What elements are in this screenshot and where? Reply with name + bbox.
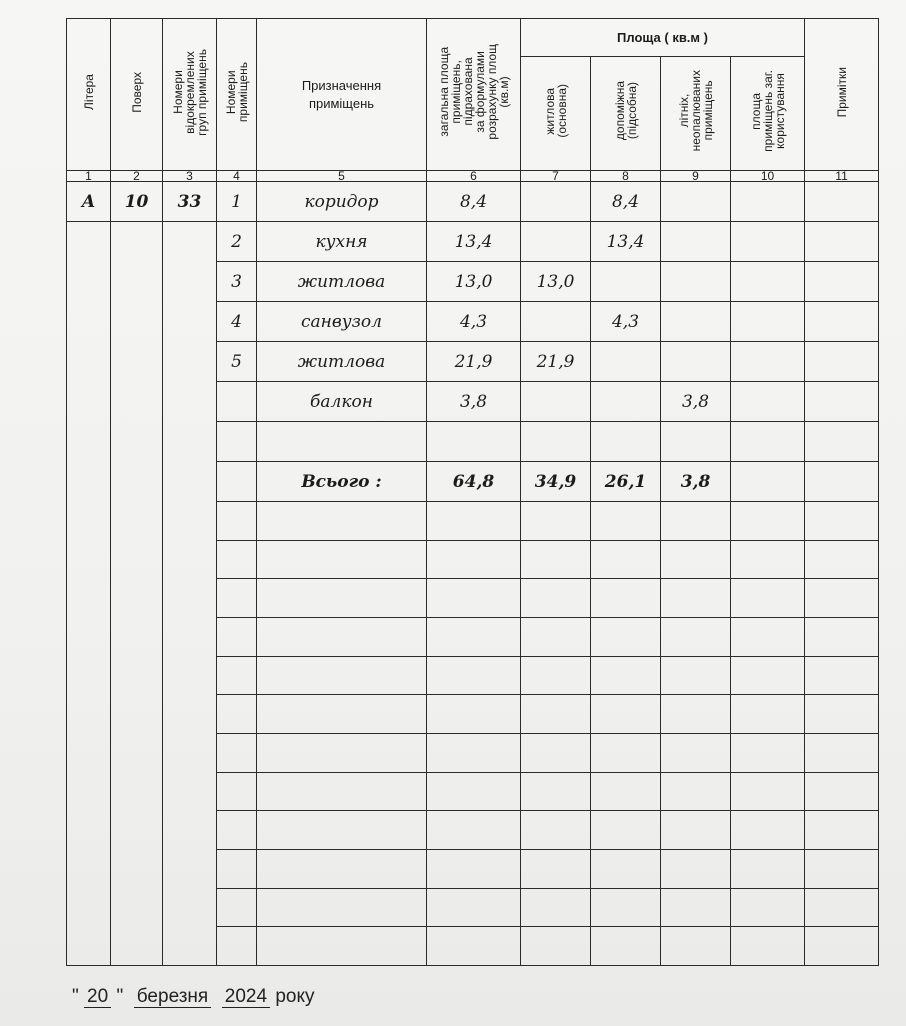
date-month: березня bbox=[134, 987, 211, 1008]
empty-cell bbox=[257, 888, 427, 927]
total-living-cell-text: 34,9 bbox=[534, 471, 577, 492]
empty-cell bbox=[731, 579, 805, 618]
empty-cell bbox=[521, 888, 591, 927]
empty-cell bbox=[805, 733, 879, 772]
empty-cell bbox=[661, 579, 731, 618]
empty-cell bbox=[427, 849, 521, 888]
room-name-cell bbox=[257, 262, 427, 302]
total-area-cell bbox=[427, 342, 521, 382]
living-area-cell bbox=[521, 382, 591, 422]
empty-cell bbox=[427, 617, 521, 656]
empty-cell bbox=[591, 579, 661, 618]
empty-cell bbox=[257, 422, 427, 462]
common-area-cell bbox=[731, 342, 805, 382]
living-area-cell bbox=[521, 262, 591, 302]
empty-cell bbox=[427, 888, 521, 927]
room-name-cell bbox=[257, 302, 427, 342]
empty-cell bbox=[661, 502, 731, 541]
summer-area-cell bbox=[661, 182, 731, 222]
total-area-cell-text: 3,8 bbox=[459, 391, 488, 412]
notes-cell bbox=[805, 302, 879, 342]
empty-cell bbox=[661, 888, 731, 927]
empty-cell bbox=[217, 462, 257, 502]
room-name-cell-text: балкон bbox=[310, 391, 373, 412]
common-area-cell bbox=[731, 222, 805, 262]
empty-cell bbox=[257, 733, 427, 772]
room-name-cell bbox=[257, 182, 427, 222]
header-litera: Літера bbox=[67, 19, 111, 171]
empty-cell bbox=[427, 656, 521, 695]
litera-cell bbox=[67, 182, 111, 222]
common-area-cell bbox=[731, 262, 805, 302]
empty-cell bbox=[731, 849, 805, 888]
litera-blank bbox=[67, 222, 111, 966]
living-area-cell bbox=[521, 222, 591, 262]
total-area-cell-text: 21,9 bbox=[454, 351, 493, 372]
total-aux-cell-text: 26,1 bbox=[604, 471, 647, 492]
empty-cell bbox=[591, 695, 661, 734]
empty-cell bbox=[591, 656, 661, 695]
empty-cell bbox=[805, 888, 879, 927]
group-cell bbox=[163, 182, 217, 222]
empty-cell bbox=[661, 656, 731, 695]
empty-cell bbox=[591, 849, 661, 888]
empty-cell bbox=[217, 927, 257, 966]
empty-cell bbox=[591, 888, 661, 927]
empty-cell bbox=[731, 888, 805, 927]
empty-cell bbox=[217, 656, 257, 695]
empty-cell bbox=[257, 811, 427, 850]
summer-area-cell bbox=[661, 302, 731, 342]
empty-cell bbox=[591, 617, 661, 656]
empty-cell bbox=[427, 811, 521, 850]
col-num: 6 bbox=[427, 171, 521, 182]
room-number-cell-text: 4 bbox=[231, 311, 242, 332]
summer-area-cell bbox=[661, 382, 731, 422]
total-living-cell bbox=[521, 462, 591, 502]
total-area-cell bbox=[427, 302, 521, 342]
empty-cell bbox=[805, 462, 879, 502]
empty-cell bbox=[805, 617, 879, 656]
empty-cell bbox=[731, 502, 805, 541]
total-area-cell-text: 13,0 bbox=[454, 271, 493, 292]
aux-area-cell bbox=[591, 262, 661, 302]
empty-cell bbox=[427, 540, 521, 579]
empty-cell bbox=[591, 927, 661, 966]
empty-cell bbox=[257, 579, 427, 618]
empty-cell bbox=[257, 927, 427, 966]
empty-cell bbox=[521, 617, 591, 656]
common-area-cell bbox=[731, 182, 805, 222]
empty-cell bbox=[521, 811, 591, 850]
room-number-cell bbox=[217, 182, 257, 222]
room-number-cell bbox=[217, 342, 257, 382]
group-cell-text: 33 bbox=[177, 191, 202, 212]
date-year: 2024 bbox=[222, 987, 270, 1008]
header-group-numbers: Номери відокремлених груп приміщень bbox=[163, 19, 217, 171]
col-num: 3 bbox=[163, 171, 217, 182]
empty-cell bbox=[217, 772, 257, 811]
col-num: 11 bbox=[805, 171, 879, 182]
total-sum-cell bbox=[427, 462, 521, 502]
empty-cell bbox=[257, 849, 427, 888]
total-area-cell bbox=[427, 262, 521, 302]
area-table bbox=[66, 18, 879, 966]
empty-cell bbox=[217, 617, 257, 656]
date-quote-close: " bbox=[116, 986, 124, 1007]
aux-area-cell bbox=[591, 382, 661, 422]
header-room-numbers: Номери приміщень bbox=[217, 19, 257, 171]
empty-cell bbox=[217, 695, 257, 734]
living-area-cell bbox=[521, 182, 591, 222]
aux-area-cell bbox=[591, 302, 661, 342]
total-area-cell bbox=[427, 222, 521, 262]
col-num: 10 bbox=[731, 171, 805, 182]
empty-cell bbox=[661, 772, 731, 811]
header-common-area: площа приміщень заг. користування bbox=[731, 57, 805, 171]
empty-cell bbox=[521, 733, 591, 772]
empty-cell bbox=[591, 502, 661, 541]
empty-cell bbox=[661, 422, 731, 462]
room-number-cell bbox=[217, 302, 257, 342]
summer-area-cell bbox=[661, 342, 731, 382]
room-name-cell-text: коридор bbox=[304, 191, 379, 212]
empty-cell bbox=[731, 811, 805, 850]
total-label-cell-text: Всього : bbox=[301, 471, 382, 492]
empty-cell bbox=[521, 540, 591, 579]
empty-cell bbox=[591, 811, 661, 850]
empty-cell bbox=[591, 772, 661, 811]
room-number-cell-text: 1 bbox=[231, 191, 242, 212]
common-area-cell bbox=[731, 382, 805, 422]
total-area-cell bbox=[427, 382, 521, 422]
date-line bbox=[72, 986, 315, 1008]
room-number-cell bbox=[217, 222, 257, 262]
col-num: 4 bbox=[217, 171, 257, 182]
litera-cell-text: А bbox=[81, 191, 96, 212]
header-aux-area: допоміжна (підсобна) bbox=[591, 57, 661, 171]
empty-cell bbox=[661, 733, 731, 772]
empty-cell bbox=[217, 733, 257, 772]
living-area-cell-text: 13,0 bbox=[536, 271, 575, 292]
empty-cell bbox=[731, 540, 805, 579]
empty-cell bbox=[427, 502, 521, 541]
summer-area-cell bbox=[661, 222, 731, 262]
empty-cell bbox=[521, 502, 591, 541]
header-summer-area: літніх, неопалюваних приміщень bbox=[661, 57, 731, 171]
empty-cell bbox=[661, 617, 731, 656]
empty-cell bbox=[805, 579, 879, 618]
room-name-cell-text: санвузол bbox=[301, 311, 382, 332]
empty-cell bbox=[805, 656, 879, 695]
room-name-cell bbox=[257, 222, 427, 262]
empty-cell bbox=[521, 927, 591, 966]
room-name-cell-text: житлова bbox=[297, 351, 386, 372]
empty-cell bbox=[521, 579, 591, 618]
header-total-area: загальна площа приміщень, підрахована за формулами розрахунку площ (кв.м) bbox=[427, 19, 521, 171]
date-day: 20 bbox=[84, 987, 111, 1008]
empty-cell bbox=[731, 772, 805, 811]
room-number-cell-text: 5 bbox=[231, 351, 242, 372]
summer-area-cell-text: 3,8 bbox=[681, 391, 710, 412]
header-purpose: Призначення приміщень bbox=[257, 19, 427, 171]
total-summer-cell-text: 3,8 bbox=[680, 471, 711, 492]
empty-cell bbox=[731, 422, 805, 462]
room-number-cell-text: 2 bbox=[231, 231, 242, 252]
col-num: 5 bbox=[257, 171, 427, 182]
header-living-area: житлова (основна) bbox=[521, 57, 591, 171]
empty-cell bbox=[257, 540, 427, 579]
notes-cell bbox=[805, 222, 879, 262]
empty-cell bbox=[257, 502, 427, 541]
empty-cell bbox=[805, 927, 879, 966]
header-area-group: Площа ( кв.м ) bbox=[521, 19, 805, 57]
aux-area-cell bbox=[591, 222, 661, 262]
empty-cell bbox=[805, 422, 879, 462]
total-sum-cell-text: 64,8 bbox=[452, 471, 495, 492]
header-notes: Примітки bbox=[805, 19, 879, 171]
col-num: 7 bbox=[521, 171, 591, 182]
empty-cell bbox=[427, 927, 521, 966]
summer-area-cell bbox=[661, 262, 731, 302]
empty-cell bbox=[731, 462, 805, 502]
empty-cell bbox=[217, 811, 257, 850]
empty-cell bbox=[731, 733, 805, 772]
group-blank bbox=[163, 222, 217, 966]
notes-cell bbox=[805, 182, 879, 222]
empty-cell bbox=[731, 617, 805, 656]
empty-cell bbox=[257, 656, 427, 695]
empty-cell bbox=[217, 540, 257, 579]
living-area-cell bbox=[521, 342, 591, 382]
empty-cell bbox=[805, 502, 879, 541]
aux-area-cell-text: 4,3 bbox=[611, 311, 640, 332]
notes-cell bbox=[805, 342, 879, 382]
empty-cell bbox=[661, 695, 731, 734]
empty-cell bbox=[591, 733, 661, 772]
col-num: 8 bbox=[591, 171, 661, 182]
col-num: 9 bbox=[661, 171, 731, 182]
col-num: 1 bbox=[67, 171, 111, 182]
empty-cell bbox=[427, 695, 521, 734]
empty-cell bbox=[521, 849, 591, 888]
empty-cell bbox=[257, 617, 427, 656]
floor-blank bbox=[111, 222, 163, 966]
column-numbers-row bbox=[67, 171, 879, 182]
empty-cell bbox=[805, 772, 879, 811]
empty-cell bbox=[521, 772, 591, 811]
empty-cell bbox=[805, 811, 879, 850]
empty-cell bbox=[427, 422, 521, 462]
living-area-cell-text: 21,9 bbox=[536, 351, 575, 372]
aux-area-cell-text: 8,4 bbox=[611, 191, 640, 212]
room-name-cell-text: кухня bbox=[315, 231, 368, 252]
room-number-cell-text: 3 bbox=[231, 271, 242, 292]
empty-cell bbox=[805, 540, 879, 579]
aux-area-cell bbox=[591, 342, 661, 382]
empty-cell bbox=[257, 695, 427, 734]
notes-cell bbox=[805, 382, 879, 422]
empty-cell bbox=[217, 849, 257, 888]
empty-cell bbox=[661, 540, 731, 579]
total-aux-cell bbox=[591, 462, 661, 502]
empty-cell bbox=[805, 849, 879, 888]
date-suffix: року bbox=[275, 986, 315, 1007]
empty-cell bbox=[257, 772, 427, 811]
aux-area-cell-text: 13,4 bbox=[606, 231, 645, 252]
room-name-cell-text: житлова bbox=[297, 271, 386, 292]
living-area-cell bbox=[521, 302, 591, 342]
empty-cell bbox=[591, 422, 661, 462]
total-area-cell bbox=[427, 182, 521, 222]
header-floor: Поверх bbox=[111, 19, 163, 171]
empty-cell bbox=[805, 695, 879, 734]
notes-cell bbox=[805, 262, 879, 302]
empty-cell bbox=[661, 927, 731, 966]
empty-cell bbox=[661, 849, 731, 888]
room-number-cell bbox=[217, 262, 257, 302]
room-number-cell bbox=[217, 382, 257, 422]
total-summer-cell bbox=[661, 462, 731, 502]
total-area-cell-text: 8,4 bbox=[459, 191, 488, 212]
table-row bbox=[67, 222, 879, 262]
total-area-cell-text: 4,3 bbox=[459, 311, 488, 332]
empty-cell bbox=[217, 579, 257, 618]
empty-cell bbox=[731, 927, 805, 966]
empty-cell bbox=[217, 502, 257, 541]
floor-cell bbox=[111, 182, 163, 222]
empty-cell bbox=[521, 422, 591, 462]
table-row bbox=[67, 182, 879, 222]
total-area-cell-text: 13,4 bbox=[454, 231, 493, 252]
empty-cell bbox=[591, 540, 661, 579]
total-label-cell bbox=[257, 462, 427, 502]
empty-cell bbox=[427, 579, 521, 618]
aux-area-cell bbox=[591, 182, 661, 222]
empty-cell bbox=[427, 772, 521, 811]
col-num: 2 bbox=[111, 171, 163, 182]
common-area-cell bbox=[731, 302, 805, 342]
room-name-cell bbox=[257, 382, 427, 422]
room-name-cell bbox=[257, 342, 427, 382]
empty-cell bbox=[661, 811, 731, 850]
empty-cell bbox=[217, 422, 257, 462]
empty-cell bbox=[521, 695, 591, 734]
floor-cell-text: 10 bbox=[124, 191, 149, 212]
empty-cell bbox=[521, 656, 591, 695]
empty-cell bbox=[731, 656, 805, 695]
empty-cell bbox=[427, 733, 521, 772]
empty-cell bbox=[731, 695, 805, 734]
date-quote-open: " bbox=[72, 986, 79, 1007]
empty-cell bbox=[217, 888, 257, 927]
